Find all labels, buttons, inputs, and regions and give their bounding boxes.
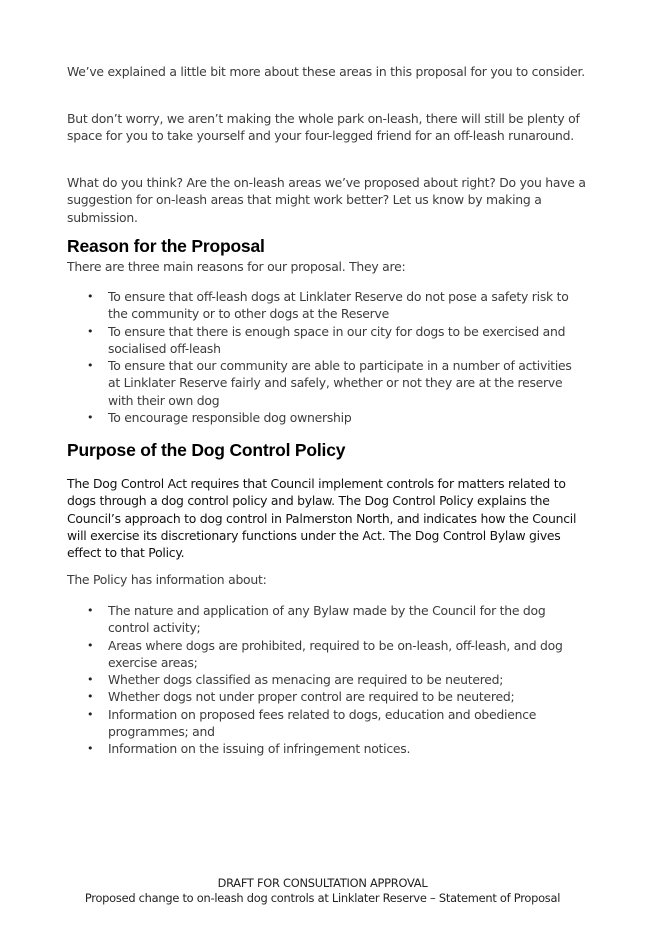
reason-lead: There are three main reasons for our proposal. They are: [67, 259, 406, 274]
purpose-bullet-list [67, 602, 587, 758]
reason-bullet-list [67, 288, 587, 426]
list-item: • The nature and application of any Bylaw made by the Council for the dog control activity; [87, 603, 546, 636]
intro-paragraph-3: What do you think? Are the on-leash areas we’ve proposed about right? Do you have a suggestion for on-leash areas that might work better? Let us know by making a submission. [67, 175, 586, 225]
bullet-icon: • [87, 290, 94, 303]
footer-draft-label: DRAFT FOR CONSULTATION APPROVAL [217, 876, 428, 890]
intro-paragraph-1: We’ve explained a little bit more about these areas in this proposal for you to consider. [67, 64, 585, 79]
purpose-paragraph: The Dog Control Act requires that Council implement controls for matters related to dogs through a dog control policy and bylaw. The Dog Control Policy explains the Council’s approach to dog control in Palmerston North, and indicates how the Council will exercise its discretionary functions under the Act. The Dog Control Bylaw gives effect to that Policy. [67, 476, 577, 561]
list-item: • Information on proposed fees related to dogs, education and obedience programmes; and [87, 706, 537, 740]
page-footer [0, 876, 645, 906]
list-item: • To ensure that off-leash dogs at Linklater Reserve do not pose a safety risk to the community or to other dogs at the Reserve [87, 289, 569, 322]
bullet-icon: • [87, 742, 94, 756]
purpose-heading: Purpose of the Dog Control Policy [67, 440, 346, 460]
bullet-icon: • [87, 411, 94, 425]
list-item: • To ensure that our community are able to participate in a number of activities at Linklater Reserve fairly and safely, whether or not they are at the reserve with their own dog [87, 358, 572, 408]
bullet-icon: • [87, 638, 94, 652]
bullet-icon: • [87, 673, 94, 687]
list-item: • Information on the issuing of infringement notices. [87, 741, 411, 757]
purpose-lead: The Policy has information about: [67, 572, 267, 587]
list-item: • To encourage responsible dog ownership [87, 410, 352, 426]
list-item: • Areas where dogs are prohibited, required to be on-leash, off-leash, and dog exercise areas; [87, 637, 563, 670]
bullet-icon: • [87, 324, 94, 338]
footer-document-title: Proposed change to on-leash dog controls at Linklater Reserve – Statement of Proposal [84, 891, 561, 905]
list-item: • Whether dogs not under proper control are required to be neutered; [87, 689, 515, 705]
bullet-icon: • [87, 690, 94, 704]
bullet-icon: • [87, 359, 94, 373]
list-item: • Whether dogs classified as menacing are required to be neutered; [87, 672, 504, 688]
reason-heading: Reason for the Proposal [67, 236, 265, 256]
list-item: • To ensure that there is enough space in our city for dogs to be exercised and socialised off-leash [87, 323, 566, 356]
intro-paragraph-2: But don’t worry, we aren’t making the whole park on-leash, there will still be plenty of space for you to take yourself and your four-legged friend for an off-leash runaround. [67, 111, 580, 144]
bullet-icon: • [87, 604, 94, 617]
bullet-icon: • [87, 707, 94, 721]
